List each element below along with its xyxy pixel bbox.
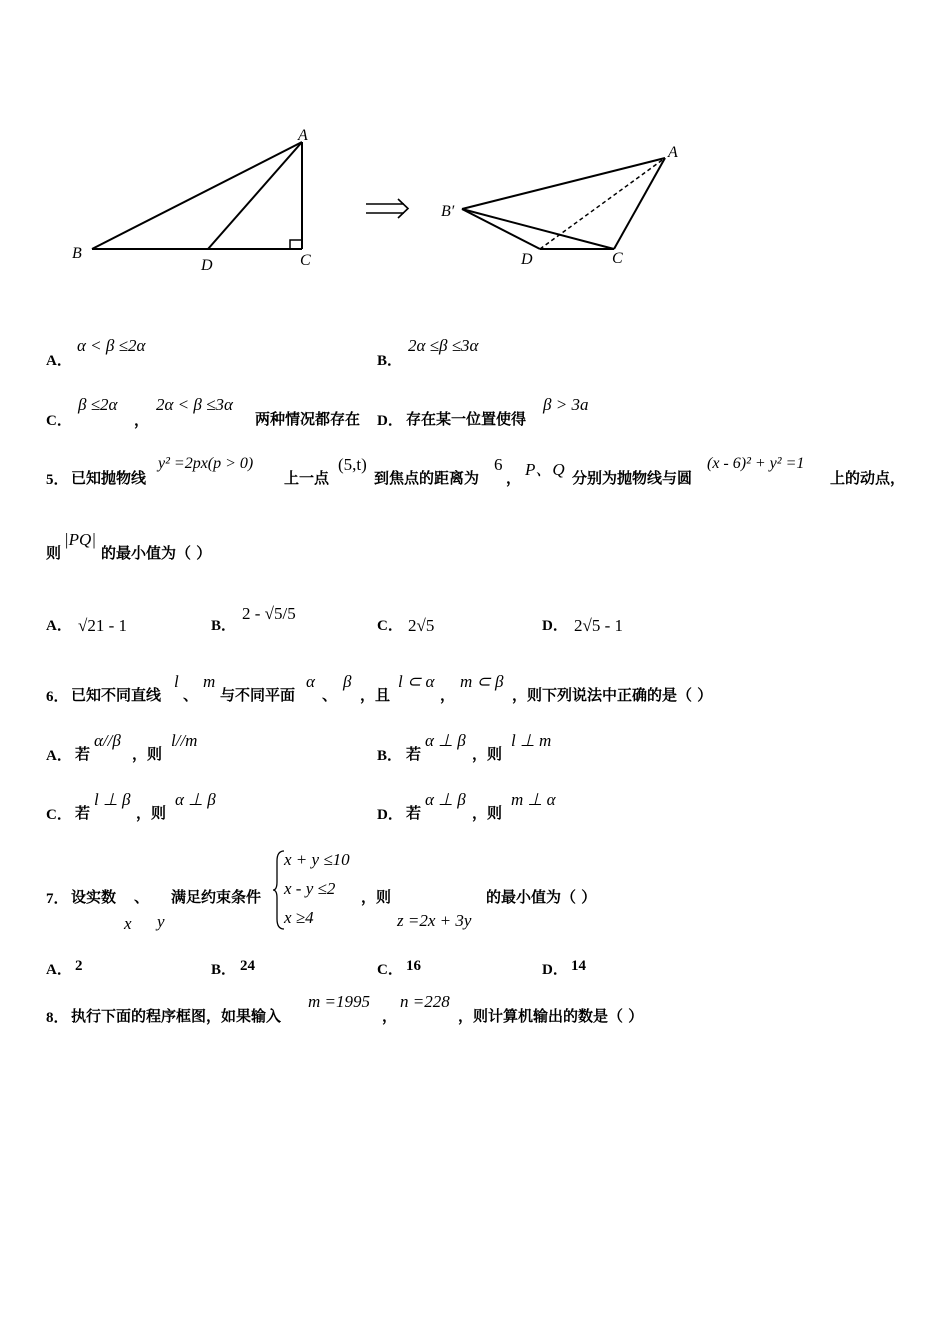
option-condition: α ⊥ β [425, 731, 466, 750]
option-text: ，则 [472, 745, 503, 763]
option-result: l ⊥ m [511, 731, 552, 750]
math-points-pq: P、Q [525, 460, 565, 479]
question-text: 的最小值为（ ） [101, 544, 212, 562]
math-line-m: m [203, 672, 216, 691]
option-text: 若 [406, 804, 422, 822]
question-number: 7． [46, 891, 69, 907]
option-label: C． [46, 807, 72, 823]
option-text: 若 [75, 804, 91, 822]
math-circle: (x - 6)² + y² =1 [707, 455, 805, 472]
option-math: 2√5 - 1 [574, 616, 623, 635]
label-left-D: D [201, 257, 213, 274]
option-math: β > 3a [543, 395, 589, 414]
math-input-m: m =1995 [308, 992, 370, 1011]
math-objective: z =2x + 3y [397, 911, 472, 930]
math-distance: 6 [494, 455, 503, 474]
question-text: 、 [134, 888, 150, 906]
option-value: 14 [571, 958, 586, 974]
question-text: 设实数 [71, 888, 117, 906]
option-label: B． [211, 618, 237, 634]
question-text: 满足约束条件 [171, 888, 262, 906]
option-label: B． [377, 748, 403, 764]
constraint-1: x + y ≤10 [284, 850, 350, 869]
math-var-x: x [124, 914, 132, 933]
math-input-n: n =228 [400, 992, 450, 1011]
math-plane-beta: β [343, 672, 352, 691]
option-label: A． [46, 962, 72, 978]
option-result: l//m [171, 731, 198, 750]
option-math: α < β ≤2α [77, 336, 146, 355]
option-text: 存在某一位置使得 [406, 410, 527, 428]
option-label: C． [377, 962, 403, 978]
option-value: 16 [406, 958, 421, 974]
label-right-C: C [612, 250, 623, 267]
label-right-D: D [521, 251, 533, 268]
option-label: C． [377, 618, 403, 634]
option-separator: ， [134, 411, 150, 429]
option-text: ，则 [136, 804, 167, 822]
math-m-in-beta: m ⊂ β [460, 672, 504, 691]
option-math: 2√5 [408, 616, 435, 635]
option-condition: l ⊥ β [94, 790, 131, 809]
math-abs-pq: |PQ| [64, 530, 97, 549]
option-text: 两种情况都存在 [255, 410, 361, 428]
question-text: ， [382, 1007, 398, 1025]
math-plane-alpha: α [306, 672, 315, 691]
option-label: B． [377, 353, 403, 369]
option-math-1: β ≤2α [78, 395, 118, 414]
math-parabola: y² =2px(p > 0) [158, 455, 254, 472]
question-number: 5． [46, 472, 69, 488]
question-text: 与不同平面 [220, 686, 296, 704]
option-condition: α ⊥ β [425, 790, 466, 809]
math-l-in-alpha: l ⊂ α [398, 672, 435, 691]
option-result: α ⊥ β [175, 790, 216, 809]
question-text: 的最小值为（ ） [486, 888, 597, 906]
right-tetrahedron [462, 158, 665, 249]
option-label: C． [46, 413, 72, 429]
option-label: D． [377, 807, 403, 823]
label-left-A: A [298, 127, 308, 144]
label-left-B: B [72, 245, 82, 262]
option-label: A． [46, 618, 72, 634]
option-math-2: 2α < β ≤3α [156, 395, 233, 414]
question-text: 到焦点的距离为 [374, 469, 480, 487]
question-text: ，则 [361, 888, 392, 906]
question-text: 分别为抛物线与圆 [572, 469, 693, 487]
option-result: m ⊥ α [511, 790, 556, 809]
option-label: D． [542, 962, 568, 978]
question-text: ，则下列说法中正确的是（ ） [512, 686, 713, 704]
question-text: 、 [322, 686, 338, 704]
question-text: 上的动点， [830, 469, 906, 487]
option-label: A． [46, 748, 72, 764]
math-var-y: y [157, 912, 165, 931]
math-line-l: l [174, 672, 179, 691]
left-triangle [92, 142, 302, 249]
option-math: 2α ≤β ≤3α [408, 336, 479, 355]
option-text: ，则 [472, 804, 503, 822]
question-text: ， [506, 469, 522, 487]
question-text: ，则计算机输出的数是（ ） [458, 1007, 644, 1025]
question-text: 上一点 [284, 469, 330, 487]
constraint-2: x - y ≤2 [284, 879, 336, 898]
constraint-3: x ≥4 [284, 908, 314, 927]
label-right-B: B′ [441, 203, 455, 220]
option-math: 2 - √5/5 [242, 604, 296, 623]
option-label: A． [46, 353, 72, 369]
question-text: ， [440, 686, 456, 704]
label-right-A: A [668, 144, 678, 161]
option-text: 若 [406, 745, 422, 763]
question-text: 已知抛物线 [71, 469, 147, 487]
option-text: 若 [75, 745, 91, 763]
option-condition: α//β [94, 731, 121, 750]
question-text: 已知不同直线 [71, 686, 162, 704]
option-math: √21 - 1 [78, 616, 127, 635]
question-text: 执行下面的程序框图，如果输入 [71, 1007, 282, 1025]
question-text: 则 [46, 544, 62, 562]
math-point: (5,t) [338, 455, 367, 474]
option-label: B． [211, 962, 237, 978]
option-value: 2 [75, 958, 83, 974]
question-text: 、 [183, 686, 199, 704]
label-left-C: C [300, 252, 311, 269]
option-text: ，则 [132, 745, 163, 763]
option-label: D． [377, 413, 403, 429]
option-value: 24 [240, 958, 255, 974]
question-text: ，且 [360, 686, 391, 704]
triangle-fold-figure [0, 0, 950, 290]
option-label: D． [542, 618, 568, 634]
question-number: 6． [46, 689, 69, 705]
question-number: 8． [46, 1010, 69, 1026]
implication-arrow-icon [366, 199, 408, 218]
